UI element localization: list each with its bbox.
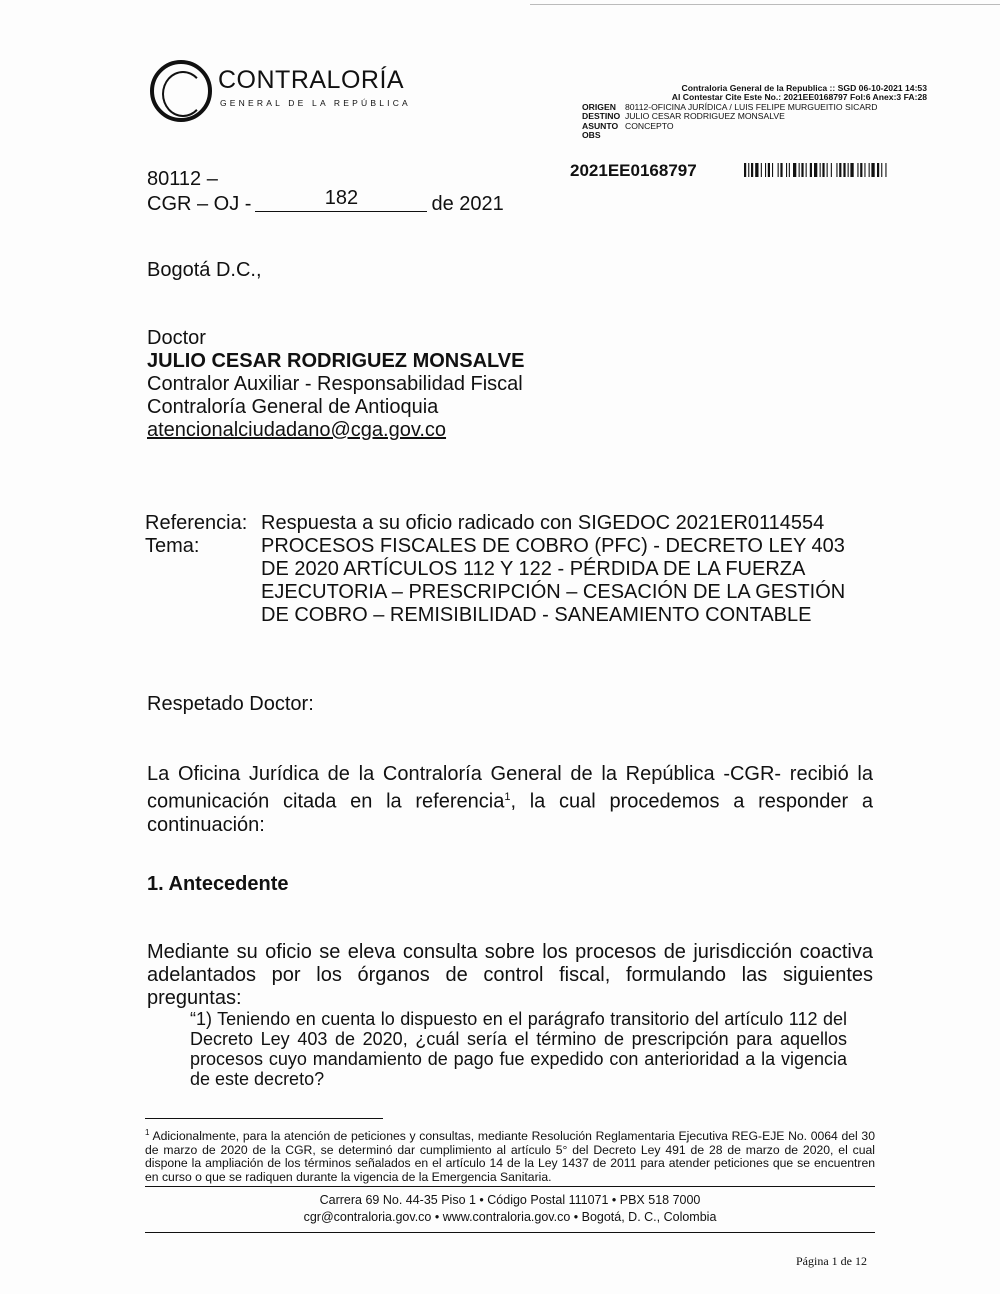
subject-block bbox=[145, 512, 875, 627]
footer-address bbox=[145, 1192, 875, 1226]
place-date: Bogotá D.C., bbox=[147, 259, 262, 281]
stamp-row: DESTINO JULIO CESAR RODRIGUEZ MONSALVE bbox=[582, 111, 785, 122]
top-edge-rule bbox=[530, 4, 1000, 5]
stamp-row: OBS bbox=[582, 130, 601, 141]
footer-rule-top bbox=[145, 1186, 875, 1187]
addressee-name: JULIO CESAR RODRIGUEZ MONSALVE bbox=[147, 350, 525, 372]
salutation: Respetado Doctor: bbox=[147, 693, 314, 715]
reference-label: Referencia: bbox=[145, 512, 248, 534]
contraloria-logo bbox=[150, 58, 420, 128]
logo-name: CONTRALORÍA bbox=[218, 66, 405, 94]
topic-value: PROCESOS FISCALES DE COBRO (PFC) - DECRETO LEY 403 DE 2020 ARTÍCULOS 112 Y 122 - PÉRDIDA DE LA FUERZA EJECUTORIA – PRESCRIPCIÓN – CESACIÓN DE LA GESTIÓN DE COBRO – REMISIBILIDAD - SANEAMIENTO CONTABLE bbox=[261, 535, 846, 626]
footer-line-2: cgr@contraloria.gov.co • www.contraloria.gov.co • Bogotá, D. C., Colombia bbox=[303, 1210, 717, 1224]
reference-value: Respuesta a su oficio radicado con SIGEDOC 2021ER0114554 bbox=[261, 512, 825, 534]
stamp-row: ASUNTO CONCEPTO bbox=[582, 120, 674, 131]
topic-label: Tema: bbox=[145, 535, 200, 557]
reference-year: de 2021 bbox=[431, 193, 504, 215]
intro-paragraph: La Oficina Jurídica de la Contraloría General de la República -CGR- recibió la comunicación citada en la referencia$^1$, la cual procedemos a responder a continuación: bbox=[147, 763, 873, 836]
logo-subtitle: GENERAL DE LA REPÚBLICA bbox=[220, 98, 411, 108]
addressee-position: Contralor Auxiliar - Responsabilidad Fiscal bbox=[147, 373, 523, 395]
quoted-question: “1) Teniendo en cuenta lo dispuesto en el parágrafo transitorio del artículo 112 del Decreto Ley 403 de 2020, ¿cuál sería el término de prescripción para aquellos procesos cuyo mandamiento de pago fue expedido con anterioridad a la vigencia de este decreto? bbox=[190, 1009, 847, 1089]
reference-code: 80112 – bbox=[147, 168, 218, 190]
barcode-icon bbox=[744, 163, 949, 177]
footer-rule-bottom bbox=[145, 1232, 875, 1233]
addressee-title: Doctor bbox=[147, 327, 206, 349]
radicado-number: 2021EE0168797 bbox=[570, 161, 697, 180]
reference-number: 182 bbox=[255, 186, 427, 212]
document-reference-number bbox=[147, 167, 504, 218]
stamp-line-2: Al Contestar Cite Este No.: 2021EE0168797 Fol:6 Anex:3 FA:28 bbox=[671, 92, 927, 103]
footnote-marker: 1 bbox=[504, 791, 511, 803]
stamp-line-1: Contraloria General de la Republica :: SGD 06-10-2021 14:53 bbox=[681, 83, 927, 93]
addressee-email-link[interactable]: atencionalciudadano@cga.gov.co bbox=[147, 419, 447, 441]
page-number: Página 1 de 12 bbox=[796, 1254, 867, 1268]
body-paragraph: Mediante su oficio se eleva consulta sobre los procesos de jurisdicción coactiva adelantados por los órganos de control fiscal, formulando las siguientes preguntas: bbox=[147, 941, 873, 1009]
reference-prefix: CGR – OJ - bbox=[147, 193, 252, 215]
logo-emblem-icon bbox=[150, 60, 212, 122]
addressee-entity: Contraloría General de Antioquia bbox=[147, 396, 439, 418]
section-title: 1. Antecedente bbox=[147, 873, 289, 895]
footnote: $^1$ Adicionalmente, para la atención de peticiones y consultas, mediante Resolución Reglamentaria Ejecutiva REG-EJE No. 0064 del 30 de marzo de 2020 de la CGR, se determinó dar cumplimiento al artículo 5° del Decreto Ley 491 de 28 de marzo de 2020, el cual dispone la ampliación de los términos señalados en el artículo 14 de la Ley 1437 de 2011 para atender peticiones que se encuentren en curso o que se radiquen durante la vigencia de la Emergencia Sanitaria. bbox=[145, 1128, 875, 1184]
filing-stamp bbox=[582, 84, 927, 140]
footer-line-1: Carrera 69 No. 44-35 Piso 1 • Código Postal 111071 • PBX 518 7000 bbox=[319, 1193, 701, 1207]
addressee-block bbox=[147, 327, 873, 442]
stamp-row: ORIGEN 80112-OFICINA JURÍDICA / LUIS FELIPE MURGUEITIO SICARD bbox=[582, 101, 878, 112]
footnote-separator bbox=[145, 1118, 383, 1119]
